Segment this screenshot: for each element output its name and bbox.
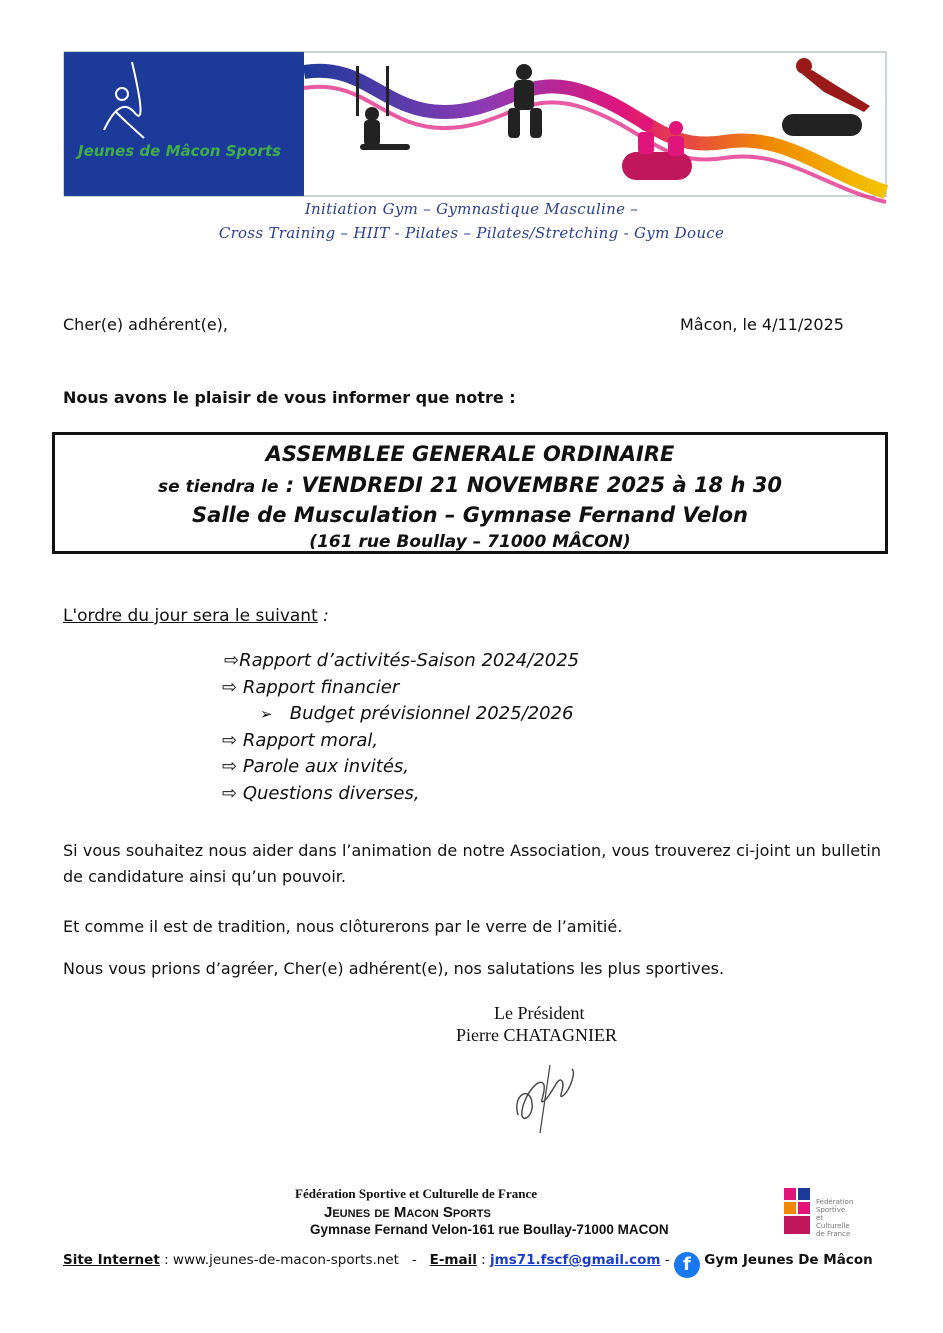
bullet-arrowhead-icon: ➢ [260,705,273,723]
intro-text: Nous avons le plaisir de vous informer que notre : [63,388,516,407]
agenda-item [222,756,409,777]
agenda-item [222,730,378,751]
club-address: Gymnase Fernand Velon-161 rue Boullay-71000 MACON [310,1222,669,1237]
banner-graphic [64,52,886,196]
agenda-item-label: Rapport moral, [242,730,379,751]
greeting: Cher(e) adhérent(e), [63,315,228,334]
arrow-right-icon: ⇨ [222,677,238,698]
site-label: Site Internet [63,1252,160,1268]
agenda-item-label: Parole aux invités, [242,756,410,777]
event-date-prefix: se tiendra le [158,477,279,497]
event-title: ASSEMBLEE GENERALE ORDINAIRE [265,442,675,466]
agenda-item-label: Rapport financier [242,677,400,698]
agenda-item-label: Budget prévisionnel 2025/2026 [289,703,574,724]
fscf-logo-text: Fédération Sportive et Culturelle de France [816,1198,854,1238]
logo-panel [64,52,304,196]
contact-line: Site Internet : www.jeunes-de-macon-sports.net - E-mail : jms71.fscf@gmail.com - f Gym Jeunes De Mâcon [63,1252,873,1278]
event-date [55,473,885,497]
email-link[interactable]: jms71.fscf@gmail.com [490,1252,661,1268]
facebook-icon[interactable]: f [674,1252,700,1278]
agenda-item [222,677,399,698]
arrow-right-icon: ⇨ [222,756,238,777]
agenda-title-colon: : [317,606,329,626]
agenda-item [222,783,420,804]
site-url-link[interactable]: www.jeunes-de-macon-sports.net [172,1252,399,1268]
signatory-name: Pierre CHATAGNIER [456,1025,618,1045]
arrow-right-icon: ⇨ [222,783,238,804]
arrow-right-icon: ⇨ [222,730,238,751]
facebook-page-link[interactable]: Gym Jeunes De Mâcon [704,1252,873,1268]
event-address: (161 rue Boullay – 71000 MÂCON) [309,532,631,552]
handwritten-signature [510,1055,580,1139]
agenda-item-label: Rapport d’activités-Saison 2024/2025 [239,650,580,671]
agenda-title [63,606,329,626]
place-date: Mâcon, le 4/11/2025 [680,315,844,334]
federation-name: Fédération Sportive et Culturelle de France [295,1186,538,1201]
fscf-logo [782,1186,854,1238]
signatory-role: Le Président [494,1003,585,1023]
activities-line-2: Cross Training – HIIT - Pilates – Pilates/Stretching - Gym Douce [218,224,725,242]
email-label: E-mail [429,1252,477,1268]
header-banner [64,52,886,196]
activities-line-1: Initiation Gym – Gymnastique Masculine – [304,200,639,218]
help-paragraph: Si vous souhaitez nous aider dans l’animation de notre Association, vous trouverez ci-joint un bulletin de candidature ainsi qu’un pouvoir. [63,841,881,886]
agenda-item [224,650,579,671]
arrow-right-icon: ⇨ [224,650,240,671]
closing-paragraph: Nous vous prions d’agréer, Cher(e) adhérent(e), nos salutations les plus sportives. [63,959,725,978]
club-name: Jeunes de Macon Sports [324,1204,491,1221]
agenda-subitem [260,703,573,724]
agenda-item-label: Questions diverses, [242,783,420,804]
tradition-paragraph: Et comme il est de tradition, nous clôturerons par le verre de l’amitié. [63,917,623,936]
event-location: Salle de Musculation – Gymnase Fernand Velon [192,503,748,527]
logo-text: Jeunes de Mâcon Sports [78,142,282,160]
agenda-title-text: L'ordre du jour sera le suivant [63,606,318,626]
event-date-value: : VENDREDI 21 NOVEMBRE 2025 à 18 h 30 [285,473,782,497]
event-box [52,432,888,554]
